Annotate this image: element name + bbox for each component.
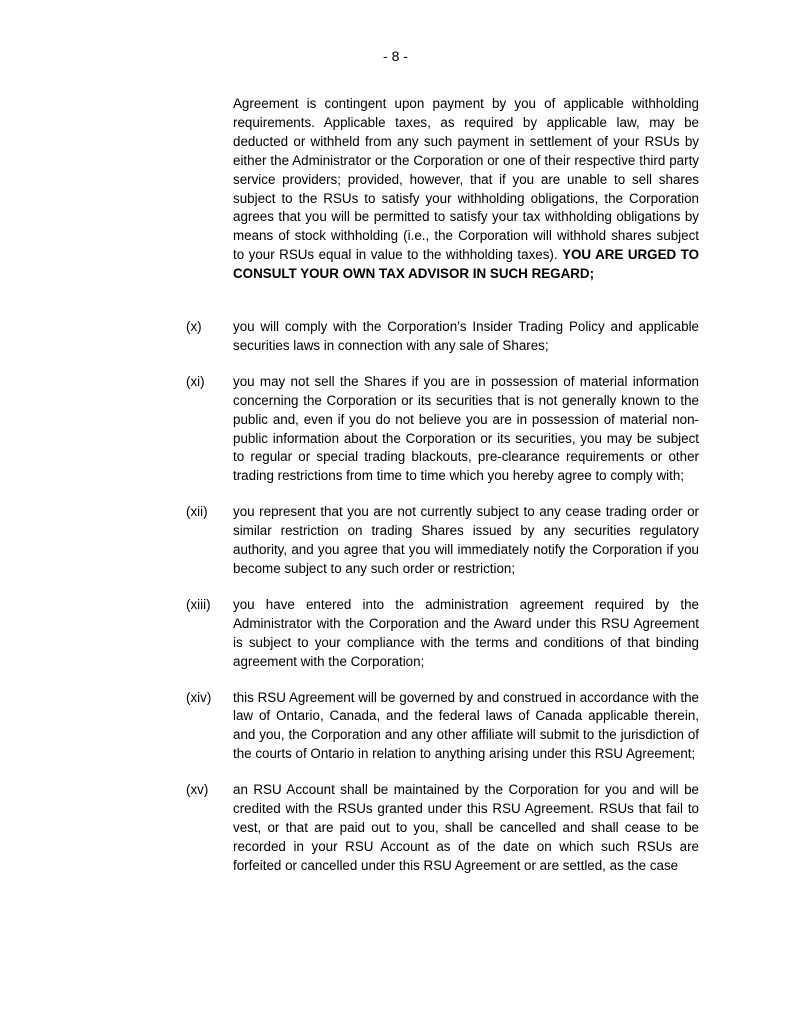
clause-xi bbox=[186, 373, 699, 486]
clause-text: you will comply with the Corporation’s Insider Trading Policy and applicable securities laws in connection with any sale of Shares; bbox=[233, 319, 699, 353]
clause-xiv bbox=[186, 689, 699, 765]
intro-paragraph bbox=[233, 95, 699, 284]
clause-label: (xv) bbox=[186, 782, 209, 798]
clause-label: (xiii) bbox=[186, 596, 211, 612]
clause-xiii bbox=[186, 596, 699, 672]
clause-label: (xiv) bbox=[186, 689, 212, 705]
clause-text: you represent that you are not currently subject to any cease trading order or similar restriction on trading Shares issued by any securities regulatory authority, and you agree that you will immediately notify the Corporation if you become subject to any such order or restriction; bbox=[233, 504, 699, 576]
clause-xv bbox=[186, 781, 699, 876]
clause-label: (xi) bbox=[186, 373, 205, 389]
intro-bold-text: YOU ARE URGED TO CONSULT YOUR OWN TAX ADVISOR IN SUCH REGARD; bbox=[233, 247, 699, 282]
clause-list bbox=[186, 318, 699, 893]
clause-label: (x) bbox=[186, 319, 202, 334]
clause-xii bbox=[186, 503, 699, 579]
page-number: - 8 - bbox=[383, 48, 408, 64]
clause-text: you have entered into the administration agreement required by the Administrator with the Corporation and the Award under this RSU Agreement is subject to your compliance with the terms and conditions of that binding agreement with the Corporation; bbox=[233, 596, 699, 669]
clause-text: an RSU Account shall be maintained by the Corporation for you and will be credited with the RSUs granted under this RSU Agreement. RSUs that fail to vest, or that are paid out to you, shall be cancelled and shall cease to be recorded in your RSU Account as of the date on which such RSUs are forfeited or cancelled under this RSU Agreement or are settled, as the case bbox=[233, 782, 699, 873]
clause-label: (xii) bbox=[186, 504, 208, 520]
clause-text: this RSU Agreement will be governed by and construed in accordance with the law of Ontario, Canada, and the federal laws of Canada applicable therein, and you, the Corporation and any other affiliate will submit to the jurisdiction of the courts of Ontario in relation to anything arising under this RSU Agreement; bbox=[233, 689, 699, 762]
clause-x bbox=[186, 318, 699, 356]
clause-text: you may not sell the Shares if you are in possession of material information concerning the Corporation or its securities that is not generally known to the public and, even if you do not believe you are in possession of material non-public information about the Corporation or its securities, you may be subject to regular or special trading blackouts, pre-clearance requirements or other trading restrictions from time to time which you hereby agree to comply with; bbox=[233, 373, 699, 484]
intro-text: Agreement is contingent upon payment by you of applicable withholding requirements. Applicable taxes, as required by applicable law, may be deducted or withheld from any such payment in settlement of your RSUs by either the Administrator or the Corporation or one of their respective third party service providers; provided, however, that if you are unable to sell shares subject to the RSUs to satisfy your withholding obligations, the Corporation agrees that you will be permitted to satisfy your tax withholding obligations by means of stock withholding (i.e., the Corporation will withhold shares subject to your RSUs equal in value to the withholding taxes). bbox=[233, 96, 699, 263]
